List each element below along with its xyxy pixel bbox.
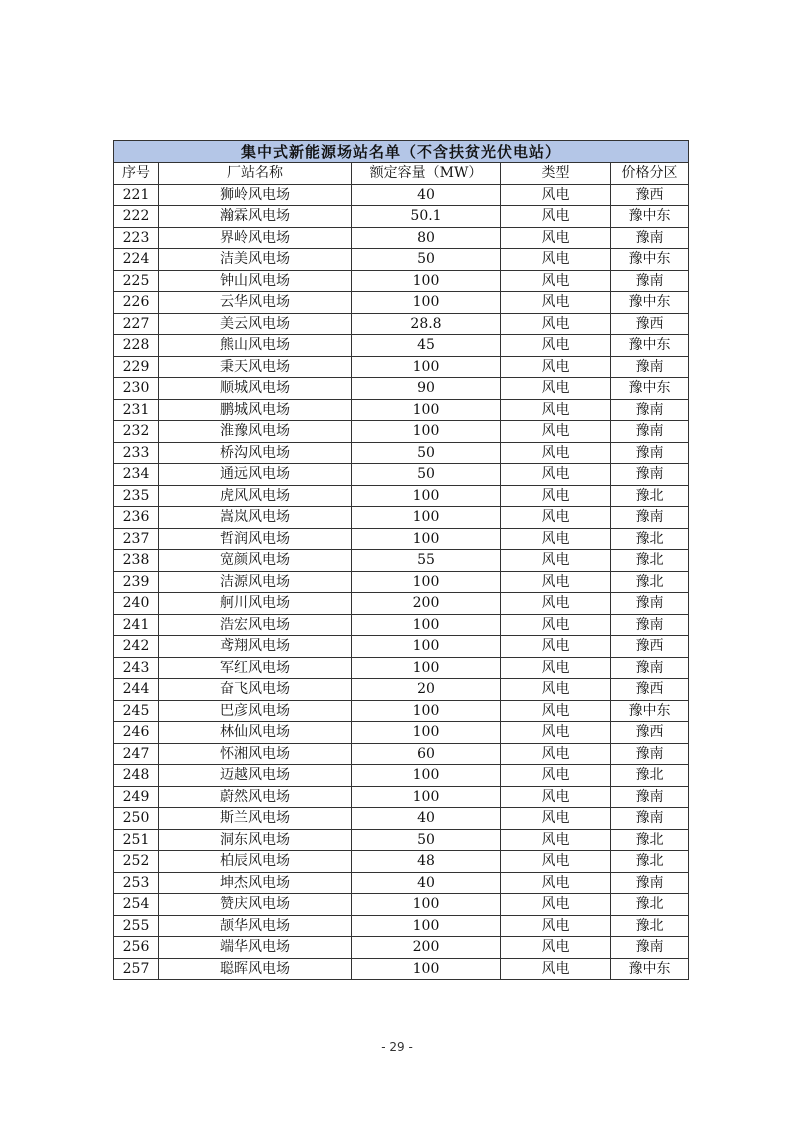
cell-index: 242 <box>114 636 159 658</box>
cell-price-zone: 豫北 <box>611 550 689 572</box>
cell-price-zone: 豫北 <box>611 485 689 507</box>
cell-type: 风电 <box>501 464 611 486</box>
cell-capacity: 90 <box>352 378 501 400</box>
cell-price-zone: 豫南 <box>611 227 689 249</box>
cell-capacity: 100 <box>352 722 501 744</box>
table-row <box>114 356 689 378</box>
cell-station-name: 嵩岚风电场 <box>159 507 352 529</box>
table-row <box>114 485 689 507</box>
cell-type: 风电 <box>501 356 611 378</box>
cell-station-name: 界岭风电场 <box>159 227 352 249</box>
cell-index: 249 <box>114 786 159 808</box>
cell-station-name: 颉华风电场 <box>159 915 352 937</box>
cell-station-name: 瀚霖风电场 <box>159 206 352 228</box>
table-row <box>114 700 689 722</box>
table-row <box>114 851 689 873</box>
cell-capacity: 200 <box>352 593 501 615</box>
table-row <box>114 206 689 228</box>
cell-type: 风电 <box>501 786 611 808</box>
cell-index: 238 <box>114 550 159 572</box>
cell-index: 229 <box>114 356 159 378</box>
cell-capacity: 50.1 <box>352 206 501 228</box>
cell-index: 241 <box>114 614 159 636</box>
cell-station-name: 怀湘风电场 <box>159 743 352 765</box>
cell-station-name: 迈越风电场 <box>159 765 352 787</box>
cell-type: 风电 <box>501 571 611 593</box>
cell-price-zone: 豫北 <box>611 851 689 873</box>
column-header-type: 类型 <box>501 163 611 185</box>
cell-capacity: 40 <box>352 872 501 894</box>
cell-capacity: 60 <box>352 743 501 765</box>
cell-index: 222 <box>114 206 159 228</box>
cell-type: 风电 <box>501 851 611 873</box>
cell-index: 223 <box>114 227 159 249</box>
cell-index: 257 <box>114 958 159 980</box>
cell-type: 风电 <box>501 313 611 335</box>
cell-type: 风电 <box>501 765 611 787</box>
cell-capacity: 100 <box>352 636 501 658</box>
table-row <box>114 722 689 744</box>
table-row <box>114 184 689 206</box>
cell-index: 253 <box>114 872 159 894</box>
table-row <box>114 765 689 787</box>
cell-station-name: 浩宏风电场 <box>159 614 352 636</box>
cell-price-zone: 豫南 <box>611 937 689 959</box>
cell-price-zone: 豫南 <box>611 593 689 615</box>
cell-station-name: 洁美风电场 <box>159 249 352 271</box>
table-row <box>114 829 689 851</box>
cell-index: 233 <box>114 442 159 464</box>
column-header-index: 序号 <box>114 163 159 185</box>
cell-index: 231 <box>114 399 159 421</box>
table-row <box>114 657 689 679</box>
cell-station-name: 蔚然风电场 <box>159 786 352 808</box>
table-row <box>114 464 689 486</box>
cell-station-name: 云华风电场 <box>159 292 352 314</box>
table-row <box>114 593 689 615</box>
cell-index: 246 <box>114 722 159 744</box>
cell-capacity: 100 <box>352 915 501 937</box>
table-row <box>114 335 689 357</box>
cell-capacity: 100 <box>352 700 501 722</box>
cell-type: 风电 <box>501 528 611 550</box>
cell-station-name: 狮岭风电场 <box>159 184 352 206</box>
cell-index: 224 <box>114 249 159 271</box>
cell-price-zone: 豫西 <box>611 313 689 335</box>
cell-capacity: 48 <box>352 851 501 873</box>
cell-index: 227 <box>114 313 159 335</box>
cell-station-name: 桥沟风电场 <box>159 442 352 464</box>
cell-index: 236 <box>114 507 159 529</box>
column-header-price-zone: 价格分区 <box>611 163 689 185</box>
cell-type: 风电 <box>501 249 611 271</box>
cell-capacity: 80 <box>352 227 501 249</box>
cell-capacity: 50 <box>352 442 501 464</box>
table-row <box>114 378 689 400</box>
cell-index: 245 <box>114 700 159 722</box>
cell-station-name: 巴彦风电场 <box>159 700 352 722</box>
cell-type: 风电 <box>501 894 611 916</box>
cell-index: 252 <box>114 851 159 873</box>
cell-type: 风电 <box>501 485 611 507</box>
cell-capacity: 100 <box>352 958 501 980</box>
cell-type: 风电 <box>501 958 611 980</box>
cell-station-name: 舸川风电场 <box>159 593 352 615</box>
cell-station-name: 斯兰风电场 <box>159 808 352 830</box>
cell-station-name: 通远风电场 <box>159 464 352 486</box>
cell-type: 风电 <box>501 872 611 894</box>
cell-index: 251 <box>114 829 159 851</box>
cell-index: 237 <box>114 528 159 550</box>
cell-index: 247 <box>114 743 159 765</box>
cell-index: 244 <box>114 679 159 701</box>
table-row <box>114 614 689 636</box>
table-row <box>114 442 689 464</box>
table-title: 集中式新能源场站名单（不含扶贫光伏电站） <box>114 141 689 163</box>
cell-capacity: 20 <box>352 679 501 701</box>
cell-type: 风电 <box>501 550 611 572</box>
cell-price-zone: 豫西 <box>611 679 689 701</box>
cell-capacity: 100 <box>352 614 501 636</box>
cell-index: 248 <box>114 765 159 787</box>
table-row <box>114 679 689 701</box>
cell-station-name: 端华风电场 <box>159 937 352 959</box>
cell-index: 235 <box>114 485 159 507</box>
cell-price-zone: 豫中东 <box>611 378 689 400</box>
cell-price-zone: 豫南 <box>611 808 689 830</box>
cell-price-zone: 豫南 <box>611 743 689 765</box>
cell-type: 风电 <box>501 378 611 400</box>
cell-type: 风电 <box>501 442 611 464</box>
table-row <box>114 313 689 335</box>
cell-price-zone: 豫南 <box>611 464 689 486</box>
cell-price-zone: 豫中东 <box>611 700 689 722</box>
cell-capacity: 100 <box>352 765 501 787</box>
table-row <box>114 958 689 980</box>
cell-price-zone: 豫中东 <box>611 335 689 357</box>
cell-station-name: 坤杰风电场 <box>159 872 352 894</box>
table-row <box>114 507 689 529</box>
cell-type: 风电 <box>501 507 611 529</box>
cell-capacity: 100 <box>352 571 501 593</box>
table-body <box>114 184 689 980</box>
cell-capacity: 50 <box>352 464 501 486</box>
cell-price-zone: 豫北 <box>611 915 689 937</box>
cell-station-name: 柏辰风电场 <box>159 851 352 873</box>
table-title-row <box>114 141 689 163</box>
table-row <box>114 786 689 808</box>
cell-type: 风电 <box>501 915 611 937</box>
cell-price-zone: 豫北 <box>611 765 689 787</box>
station-list-table <box>113 140 689 980</box>
cell-station-name: 秉天风电场 <box>159 356 352 378</box>
cell-type: 风电 <box>501 636 611 658</box>
cell-type: 风电 <box>501 227 611 249</box>
cell-capacity: 100 <box>352 485 501 507</box>
cell-index: 240 <box>114 593 159 615</box>
cell-station-name: 顺城风电场 <box>159 378 352 400</box>
cell-station-name: 赞庆风电场 <box>159 894 352 916</box>
table-row <box>114 528 689 550</box>
cell-price-zone: 豫西 <box>611 184 689 206</box>
cell-price-zone: 豫南 <box>611 786 689 808</box>
cell-capacity: 100 <box>352 399 501 421</box>
cell-station-name: 熊山风电场 <box>159 335 352 357</box>
cell-type: 风电 <box>501 421 611 443</box>
cell-capacity: 28.8 <box>352 313 501 335</box>
table-row <box>114 872 689 894</box>
cell-price-zone: 豫南 <box>611 507 689 529</box>
table-row <box>114 550 689 572</box>
cell-station-name: 淮豫风电场 <box>159 421 352 443</box>
page-number: - 29 - <box>381 1040 413 1054</box>
cell-price-zone: 豫中东 <box>611 206 689 228</box>
cell-capacity: 45 <box>352 335 501 357</box>
cell-price-zone: 豫南 <box>611 614 689 636</box>
cell-type: 风电 <box>501 743 611 765</box>
cell-capacity: 40 <box>352 808 501 830</box>
cell-price-zone: 豫北 <box>611 571 689 593</box>
cell-capacity: 200 <box>352 937 501 959</box>
cell-index: 232 <box>114 421 159 443</box>
table-row <box>114 292 689 314</box>
cell-capacity: 100 <box>352 356 501 378</box>
cell-capacity: 50 <box>352 829 501 851</box>
table-row <box>114 571 689 593</box>
cell-type: 风电 <box>501 614 611 636</box>
cell-station-name: 哲润风电场 <box>159 528 352 550</box>
cell-type: 风电 <box>501 593 611 615</box>
cell-index: 250 <box>114 808 159 830</box>
cell-station-name: 洁源风电场 <box>159 571 352 593</box>
cell-station-name: 鸢翔风电场 <box>159 636 352 658</box>
cell-index: 226 <box>114 292 159 314</box>
cell-capacity: 100 <box>352 894 501 916</box>
cell-station-name: 宽颜风电场 <box>159 550 352 572</box>
cell-capacity: 100 <box>352 270 501 292</box>
cell-capacity: 55 <box>352 550 501 572</box>
cell-capacity: 100 <box>352 657 501 679</box>
cell-price-zone: 豫西 <box>611 722 689 744</box>
cell-station-name: 军红风电场 <box>159 657 352 679</box>
cell-station-name: 钟山风电场 <box>159 270 352 292</box>
cell-type: 风电 <box>501 700 611 722</box>
cell-capacity: 40 <box>352 184 501 206</box>
cell-type: 风电 <box>501 335 611 357</box>
table-row <box>114 937 689 959</box>
cell-price-zone: 豫北 <box>611 829 689 851</box>
cell-index: 225 <box>114 270 159 292</box>
cell-type: 风电 <box>501 722 611 744</box>
table-row <box>114 399 689 421</box>
cell-capacity: 100 <box>352 421 501 443</box>
cell-price-zone: 豫北 <box>611 894 689 916</box>
cell-type: 风电 <box>501 829 611 851</box>
column-header-station-name: 厂站名称 <box>159 163 352 185</box>
table-row <box>114 894 689 916</box>
cell-type: 风电 <box>501 206 611 228</box>
cell-station-name: 美云风电场 <box>159 313 352 335</box>
table-row <box>114 249 689 271</box>
cell-index: 221 <box>114 184 159 206</box>
cell-type: 风电 <box>501 292 611 314</box>
cell-type: 风电 <box>501 270 611 292</box>
cell-price-zone: 豫南 <box>611 356 689 378</box>
cell-price-zone: 豫西 <box>611 636 689 658</box>
cell-price-zone: 豫南 <box>611 270 689 292</box>
table-row <box>114 915 689 937</box>
cell-station-name: 聪晖风电场 <box>159 958 352 980</box>
cell-index: 239 <box>114 571 159 593</box>
table-row <box>114 270 689 292</box>
cell-capacity: 50 <box>352 249 501 271</box>
cell-type: 风电 <box>501 399 611 421</box>
table-row <box>114 421 689 443</box>
cell-index: 256 <box>114 937 159 959</box>
cell-price-zone: 豫中东 <box>611 249 689 271</box>
cell-capacity: 100 <box>352 292 501 314</box>
cell-station-name: 林仙风电场 <box>159 722 352 744</box>
cell-price-zone: 豫南 <box>611 421 689 443</box>
cell-price-zone: 豫南 <box>611 399 689 421</box>
cell-index: 254 <box>114 894 159 916</box>
cell-type: 风电 <box>501 184 611 206</box>
cell-price-zone: 豫中东 <box>611 292 689 314</box>
cell-station-name: 奋飞风电场 <box>159 679 352 701</box>
column-header-capacity: 额定容量（MW） <box>352 163 501 185</box>
cell-index: 255 <box>114 915 159 937</box>
cell-station-name: 鹏城风电场 <box>159 399 352 421</box>
table-row <box>114 743 689 765</box>
cell-type: 风电 <box>501 657 611 679</box>
cell-price-zone: 豫北 <box>611 528 689 550</box>
cell-capacity: 100 <box>352 507 501 529</box>
cell-index: 230 <box>114 378 159 400</box>
cell-index: 243 <box>114 657 159 679</box>
table-row <box>114 636 689 658</box>
cell-price-zone: 豫中东 <box>611 958 689 980</box>
cell-index: 228 <box>114 335 159 357</box>
cell-station-name: 虎风风电场 <box>159 485 352 507</box>
cell-capacity: 100 <box>352 786 501 808</box>
cell-type: 风电 <box>501 808 611 830</box>
table-row <box>114 808 689 830</box>
cell-index: 234 <box>114 464 159 486</box>
cell-capacity: 100 <box>352 528 501 550</box>
table-header-row <box>114 163 689 185</box>
cell-station-name: 洞东风电场 <box>159 829 352 851</box>
table-row <box>114 227 689 249</box>
cell-type: 风电 <box>501 937 611 959</box>
cell-type: 风电 <box>501 679 611 701</box>
cell-price-zone: 豫南 <box>611 442 689 464</box>
cell-price-zone: 豫南 <box>611 872 689 894</box>
cell-price-zone: 豫南 <box>611 657 689 679</box>
